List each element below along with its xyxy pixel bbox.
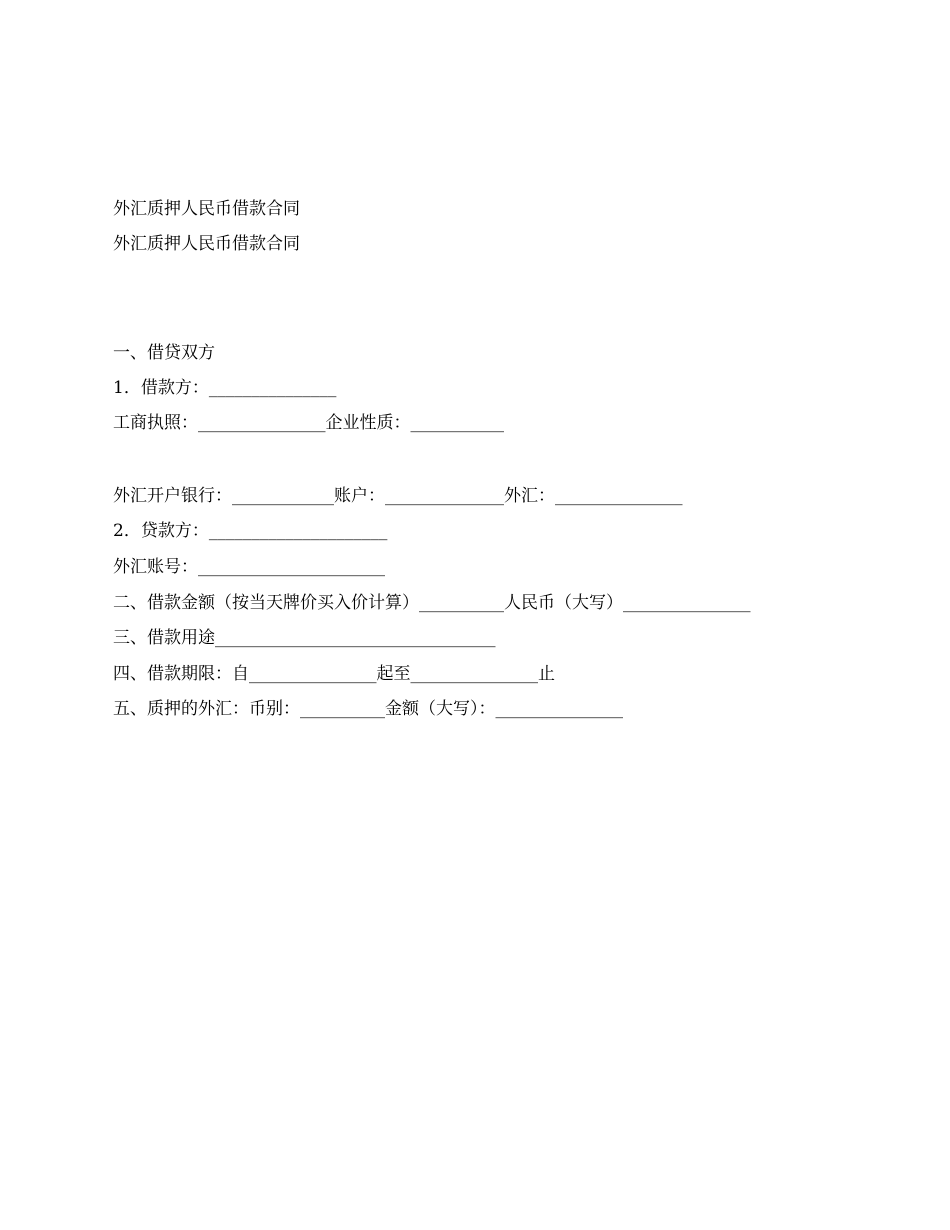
loan-amount-line: 二、借款金额（按当天牌价买入价计算）__________人民币（大写）_______________ bbox=[113, 593, 751, 613]
fx-bank-account-line: 外汇开户银行：____________账户：______________外汇：_______________ bbox=[113, 486, 683, 506]
document-title: 外汇质押人民币借款合同 bbox=[113, 199, 300, 219]
borrower-line: 1．借款方：_______________ bbox=[113, 378, 337, 398]
document-subtitle: 外汇质押人民币借款合同 bbox=[113, 234, 300, 254]
pledged-fx-line: 五、质押的外汇：币别：__________金额（大写）：_______________ bbox=[113, 699, 623, 719]
lender-line: 2．贷款方：_____________________ bbox=[113, 521, 388, 541]
loan-purpose-line: 三、借款用途_________________________________ bbox=[113, 628, 496, 648]
fx-account-number-line: 外汇账号：______________________ bbox=[113, 557, 385, 577]
business-license-line: 工商执照：_______________企业性质：___________ bbox=[113, 413, 504, 433]
section-parties-heading: 一、借贷双方 bbox=[113, 343, 215, 363]
loan-term-line: 四、借款期限：自_______________起至_______________止 bbox=[113, 664, 555, 684]
